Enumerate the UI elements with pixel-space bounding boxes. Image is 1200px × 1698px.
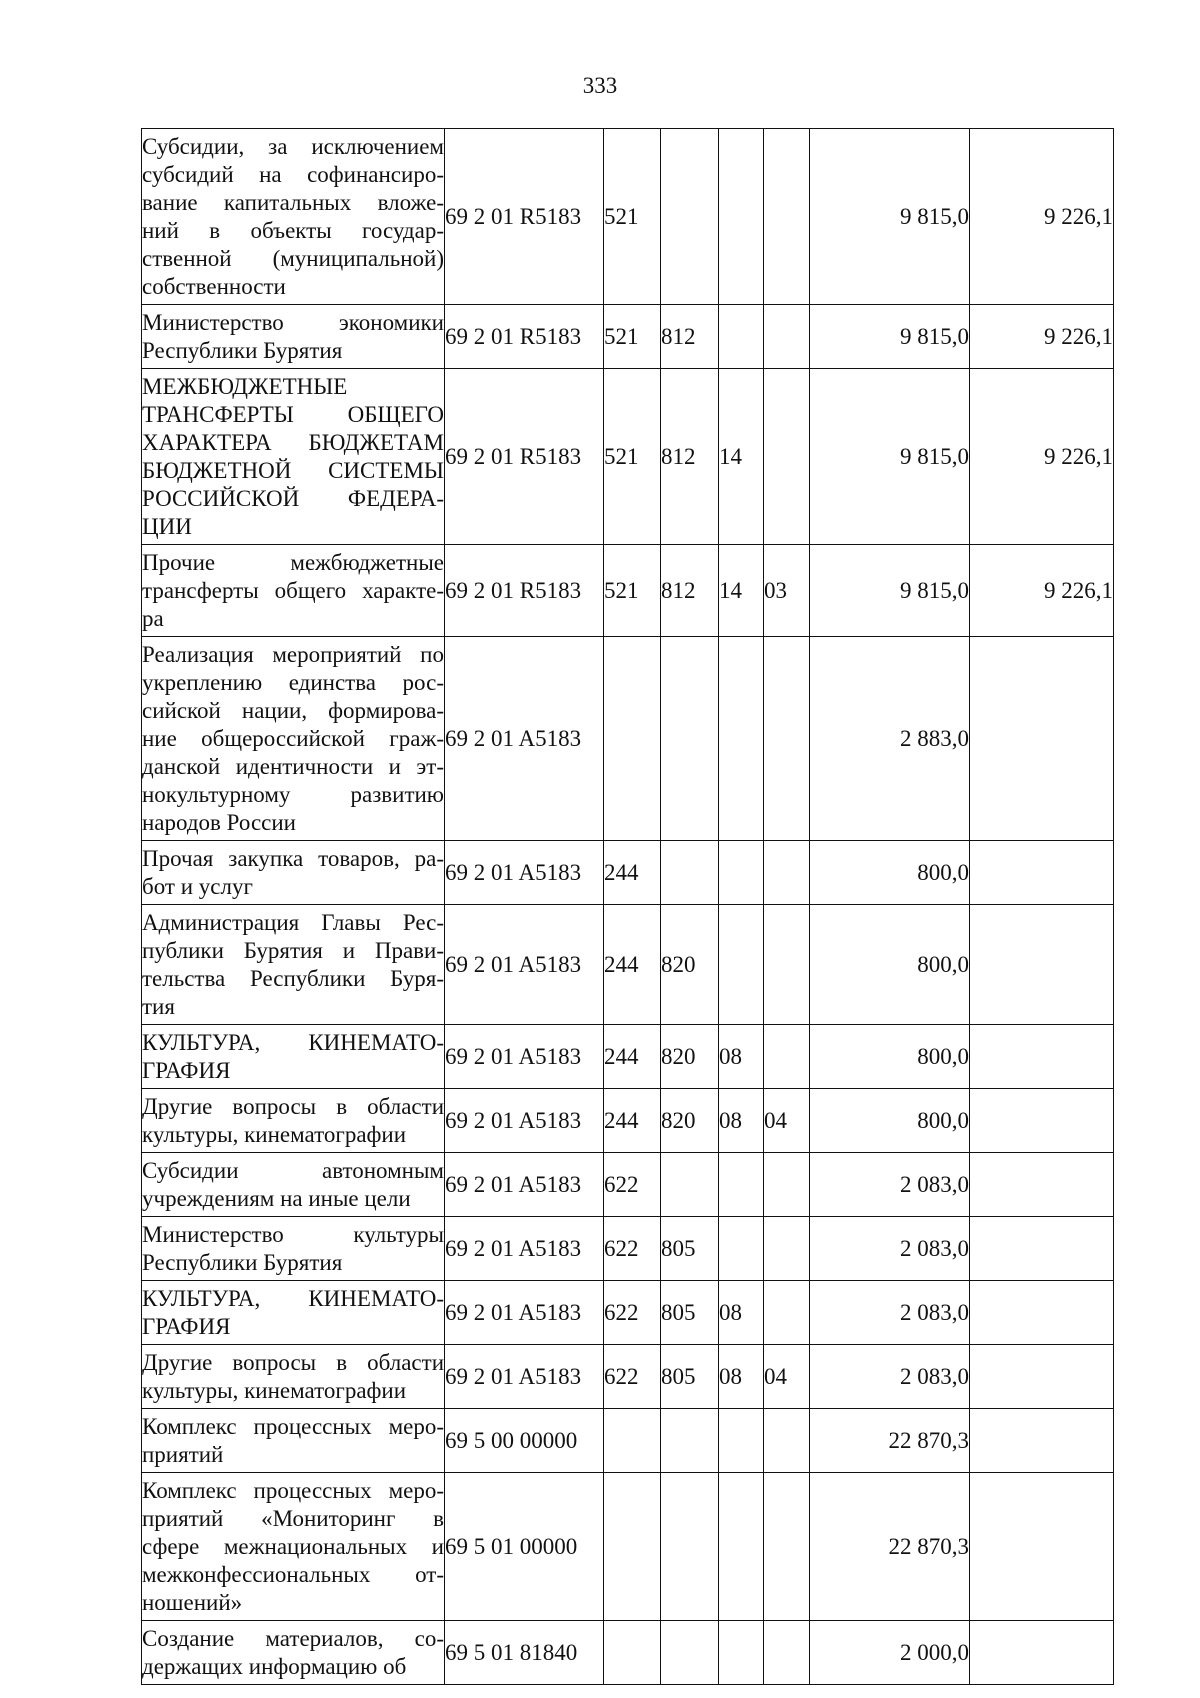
subsection-code-cell [764,305,810,369]
section-code-cell: 08 [719,1025,764,1089]
table-row [142,1281,1114,1345]
item-name-line: Прочие межбюджетные [142,549,444,575]
ministry-code-cell: 805 [661,1217,719,1281]
amount-federal-cell: 9 226,1 [970,129,1114,305]
amount-cell: 2 083,0 [810,1345,970,1409]
item-name-cell [142,1473,445,1621]
expense-type-cell: 521 [604,129,661,305]
item-name-cell [142,545,445,637]
amount-cell: 800,0 [810,841,970,905]
item-name-line: ственной (муниципальной) [142,245,444,271]
amount-federal-cell [970,905,1114,1025]
ministry-code-cell: 812 [661,305,719,369]
item-name-cell [142,637,445,841]
item-name-cell [142,841,445,905]
item-name-line: публики Бурятия и Прави- [142,937,444,963]
amount-federal-cell: 9 226,1 [970,545,1114,637]
table-row [142,905,1114,1025]
section-code-cell [719,1621,764,1685]
subsection-code-cell [764,1473,810,1621]
amount-federal-cell [970,841,1114,905]
ministry-code-cell: 820 [661,1089,719,1153]
section-code-cell [719,1473,764,1621]
ministry-code-cell: 805 [661,1281,719,1345]
item-name-line: Республики Бурятия [142,1249,343,1275]
table-row [142,1217,1114,1281]
item-name-cell [142,1409,445,1473]
subsection-code-cell [764,369,810,545]
expense-type-cell [604,637,661,841]
section-code-cell [719,841,764,905]
page-number: 333 [582,73,618,98]
expense-type-cell: 244 [604,1089,661,1153]
expense-type-cell: 244 [604,841,661,905]
subsection-code-cell: 04 [764,1089,810,1153]
item-name-line: межконфессиональных от- [142,1561,444,1587]
program-code-cell: 69 2 01 A5183 [445,637,604,841]
program-code-cell: 69 2 01 A5183 [445,1217,604,1281]
amount-cell: 2 083,0 [810,1217,970,1281]
subsection-code-cell [764,1281,810,1345]
item-name-cell [142,129,445,305]
item-name-line: Министерство культуры [142,1221,444,1247]
table-row [142,545,1114,637]
item-name-line: укреплению единства рос- [142,669,444,695]
amount-federal-cell [970,1153,1114,1217]
subsection-code-cell: 03 [764,545,810,637]
expense-type-cell: 622 [604,1281,661,1345]
ministry-code-cell [661,637,719,841]
item-name-line: КУЛЬТУРА, КИНЕМАТО- [142,1285,444,1311]
program-code-cell: 69 2 01 R5183 [445,545,604,637]
section-code-cell: 14 [719,369,764,545]
amount-cell: 2 883,0 [810,637,970,841]
item-name-line: сийской нации, формирова- [142,697,444,723]
table-row [142,369,1114,545]
item-name-line: ЦИИ [142,513,192,539]
subsection-code-cell [764,1025,810,1089]
program-code-cell: 69 5 01 00000 [445,1473,604,1621]
table-row [142,305,1114,369]
item-name-line: тельства Республики Буря- [142,965,444,991]
item-name-line: Комплекс процессных меро- [142,1413,444,1439]
section-code-cell [719,305,764,369]
table-row [142,1025,1114,1089]
ministry-code-cell: 805 [661,1345,719,1409]
item-name-line: КУЛЬТУРА, КИНЕМАТО- [142,1029,444,1055]
expense-type-cell: 622 [604,1345,661,1409]
expense-type-cell: 521 [604,305,661,369]
amount-federal-cell [970,1345,1114,1409]
item-name-line: ний в объекты государ- [142,217,444,243]
item-name-line: сфере межнациональных и [142,1533,444,1559]
program-code-cell: 69 2 01 R5183 [445,369,604,545]
item-name-line: Прочая закупка товаров, ра- [142,845,444,871]
program-code-cell: 69 2 01 A5183 [445,1025,604,1089]
program-code-cell: 69 2 01 A5183 [445,1153,604,1217]
amount-cell: 800,0 [810,1025,970,1089]
amount-cell: 2 083,0 [810,1153,970,1217]
item-name-cell [142,1281,445,1345]
item-name-line: держащих информацию об [142,1653,407,1679]
subsection-code-cell [764,841,810,905]
item-name-line: БЮДЖЕТНОЙ СИСТЕМЫ [142,457,444,483]
section-code-cell [719,1217,764,1281]
section-code-cell: 08 [719,1281,764,1345]
subsection-code-cell [764,129,810,305]
amount-cell: 22 870,3 [810,1473,970,1621]
expense-type-cell [604,1621,661,1685]
table-row [142,1345,1114,1409]
item-name-line: Субсидии, за исключением [142,133,444,159]
amount-cell: 800,0 [810,905,970,1025]
table-row [142,1473,1114,1621]
amount-federal-cell [970,1089,1114,1153]
item-name-line: Реализация мероприятий по [142,641,444,667]
item-name-line: бот и услуг [142,873,253,899]
item-name-line: нокультурному развитию [142,781,444,807]
expense-type-cell: 622 [604,1153,661,1217]
amount-federal-cell [970,1281,1114,1345]
amount-federal-cell [970,1621,1114,1685]
item-name-line: МЕЖБЮДЖЕТНЫЕ [142,373,348,399]
ministry-code-cell: 812 [661,369,719,545]
program-code-cell: 69 2 01 R5183 [445,305,604,369]
item-name-line: культуры, кинематографии [142,1377,407,1403]
amount-federal-cell: 9 226,1 [970,305,1114,369]
item-name-line: ра [142,605,164,631]
item-name-line: ГРАФИЯ [142,1057,231,1083]
item-name-line: ношений» [142,1589,243,1615]
ministry-code-cell [661,1621,719,1685]
item-name-line: Министерство экономики [142,309,444,335]
expense-type-cell: 244 [604,905,661,1025]
amount-federal-cell [970,637,1114,841]
section-code-cell [719,129,764,305]
table-body [142,129,1114,1685]
item-name-line: трансферты общего характе- [142,577,444,603]
item-name-line: приятий «Мониторинг в [142,1505,444,1531]
amount-federal-cell [970,1473,1114,1621]
amount-cell: 22 870,3 [810,1409,970,1473]
ministry-code-cell: 820 [661,905,719,1025]
amount-federal-cell [970,1025,1114,1089]
expense-type-cell: 521 [604,369,661,545]
subsection-code-cell [764,637,810,841]
item-name-cell [142,369,445,545]
item-name-line: учреждениям на иные цели [142,1185,411,1211]
program-code-cell: 69 2 01 R5183 [445,129,604,305]
expense-type-cell [604,1409,661,1473]
program-code-cell: 69 2 01 A5183 [445,841,604,905]
item-name-cell [142,1025,445,1089]
item-name-line: Другие вопросы в области [142,1349,444,1375]
section-code-cell [719,1153,764,1217]
item-name-line: культуры, кинематографии [142,1121,407,1147]
section-code-cell [719,905,764,1025]
expense-type-cell: 521 [604,545,661,637]
ministry-code-cell [661,129,719,305]
item-name-cell [142,1153,445,1217]
ministry-code-cell: 812 [661,545,719,637]
program-code-cell: 69 2 01 A5183 [445,1089,604,1153]
amount-cell: 2 083,0 [810,1281,970,1345]
table-row [142,1409,1114,1473]
item-name-line: ХАРАКТЕРА БЮДЖЕТАМ [142,429,444,455]
item-name-cell [142,305,445,369]
table-row [142,637,1114,841]
item-name-cell [142,1345,445,1409]
ministry-code-cell [661,1409,719,1473]
amount-cell: 9 815,0 [810,545,970,637]
item-name-line: вание капитальных вложе- [142,189,444,215]
amount-cell: 800,0 [810,1089,970,1153]
item-name-line: ГРАФИЯ [142,1313,231,1339]
table-row [142,129,1114,305]
section-code-cell [719,1409,764,1473]
item-name-line: данской идентичности и эт- [142,753,444,779]
item-name-line: Комплекс процессных меро- [142,1477,444,1503]
section-code-cell [719,637,764,841]
section-code-cell: 14 [719,545,764,637]
item-name-line: ТРАНСФЕРТЫ ОБЩЕГО [142,401,444,427]
subsection-code-cell: 04 [764,1345,810,1409]
item-name-line: тия [142,993,175,1019]
program-code-cell: 69 2 01 A5183 [445,1281,604,1345]
subsection-code-cell [764,1153,810,1217]
amount-cell: 9 815,0 [810,305,970,369]
subsection-code-cell [764,1621,810,1685]
table-row [142,1153,1114,1217]
amount-cell: 2 000,0 [810,1621,970,1685]
table-row [142,1621,1114,1685]
item-name-line: Создание материалов, со- [142,1625,444,1651]
item-name-line: народов России [142,809,296,835]
item-name-line: Субсидии автономным [142,1157,444,1183]
subsection-code-cell [764,905,810,1025]
program-code-cell: 69 2 01 A5183 [445,1345,604,1409]
section-code-cell: 08 [719,1089,764,1153]
ministry-code-cell [661,1153,719,1217]
amount-federal-cell [970,1409,1114,1473]
section-code-cell: 08 [719,1345,764,1409]
subsection-code-cell [764,1217,810,1281]
item-name-cell [142,1217,445,1281]
item-name-line: субсидий на софинансиро- [142,161,444,187]
ministry-code-cell [661,1473,719,1621]
program-code-cell: 69 2 01 A5183 [445,905,604,1025]
program-code-cell: 69 5 00 00000 [445,1409,604,1473]
budget-table [141,128,1114,1685]
amount-cell: 9 815,0 [810,129,970,305]
item-name-cell [142,1621,445,1685]
expense-type-cell: 244 [604,1025,661,1089]
program-code-cell: 69 5 01 81840 [445,1621,604,1685]
item-name-cell [142,905,445,1025]
table-row [142,841,1114,905]
expense-type-cell [604,1473,661,1621]
ministry-code-cell: 820 [661,1025,719,1089]
amount-federal-cell [970,1217,1114,1281]
subsection-code-cell [764,1409,810,1473]
amount-federal-cell: 9 226,1 [970,369,1114,545]
item-name-cell [142,1089,445,1153]
ministry-code-cell [661,841,719,905]
item-name-line: РОССИЙСКОЙ ФЕДЕРА- [142,485,444,511]
item-name-line: Другие вопросы в области [142,1093,444,1119]
item-name-line: приятий [142,1441,224,1467]
amount-cell: 9 815,0 [810,369,970,545]
item-name-line: Республики Бурятия [142,337,343,363]
item-name-line: Администрация Главы Рес- [142,909,444,935]
expense-type-cell: 622 [604,1217,661,1281]
table-row [142,1089,1114,1153]
item-name-line: собственности [142,273,286,299]
item-name-line: ние общероссийской граж- [142,725,444,751]
